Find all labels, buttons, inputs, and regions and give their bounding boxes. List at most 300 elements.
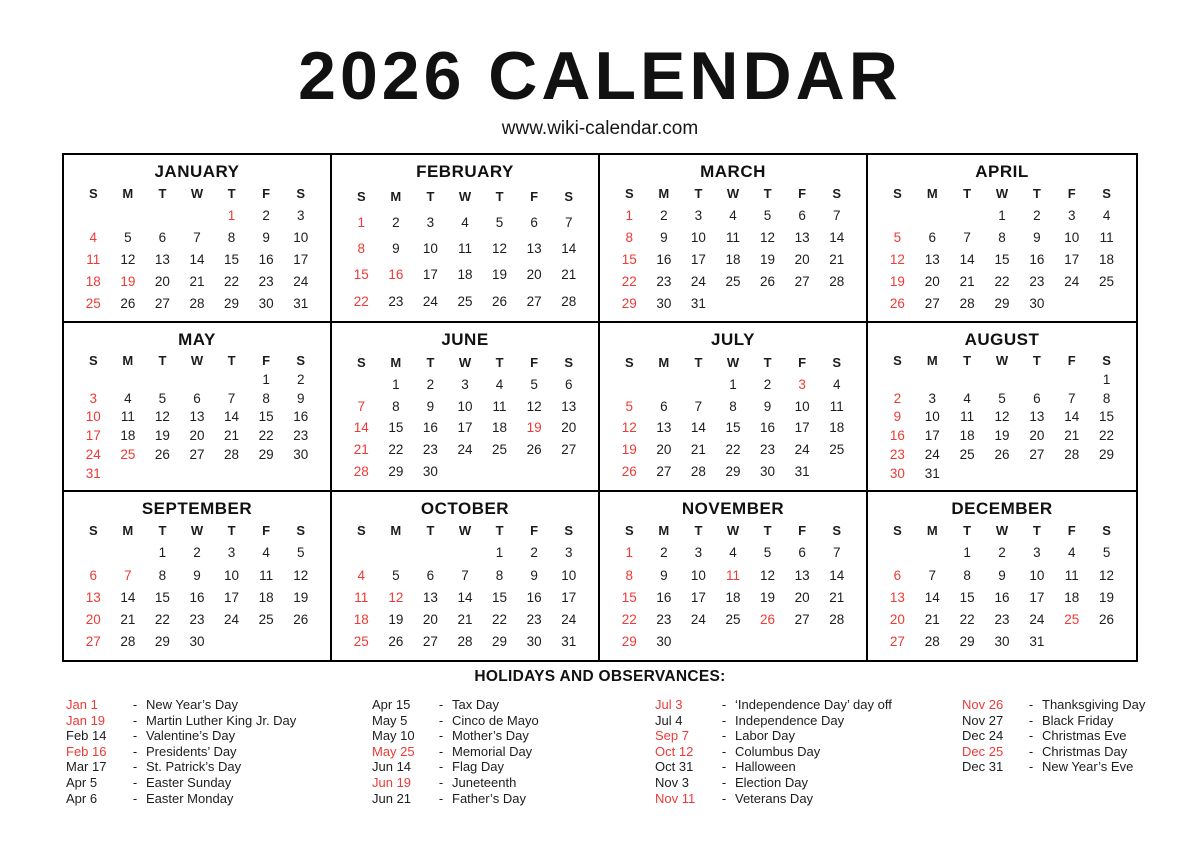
date-cell: 22 [492,612,508,628]
month-title: MARCH [700,162,766,181]
page-title: 2026 CALENDAR [298,38,902,114]
date-cell: 16 [656,252,672,268]
weekday-header: S [832,354,842,370]
date-cell: 30 [994,634,1010,650]
weekday-header: T [1032,353,1041,369]
date-cell: 20 [422,612,438,628]
holiday-dash: - [1028,728,1034,744]
date-cell: 6 [564,376,573,392]
weekday-header: S [624,354,634,370]
date-cell: 14 [189,252,205,268]
date-cell: 19 [760,589,776,605]
date-cell: 12 [1099,567,1115,583]
date-cell: 17 [85,428,101,444]
weekday-header: T [694,354,703,370]
weekday-header: W [458,523,472,539]
date-cell: 7 [564,214,573,230]
weekday-header: M [658,354,670,370]
date-cell: 2 [998,545,1006,561]
holiday-name: Flag Day [452,759,505,775]
date-cell: 11 [492,398,507,414]
date-cell: 12 [760,567,776,583]
date-cell: 2 [893,390,902,406]
date-cell: 25 [1099,273,1115,289]
date-cell: 27 [889,634,905,650]
holiday-date: Dec 24 [962,728,1004,744]
weekday-header: M [658,186,670,202]
weekday-header: S [1102,523,1111,539]
date-cell: 4 [495,376,504,392]
month-december [868,492,1136,660]
date-cell: 25 [457,293,473,309]
holiday-row [655,713,962,729]
date-cell: 29 [388,464,404,480]
date-cell: 26 [760,612,776,628]
weekday-header: T [227,523,236,539]
date-cell: 4 [729,208,737,224]
month-september [64,492,332,660]
holiday-dash: - [721,774,727,790]
date-cell: 19 [154,428,170,444]
date-cell: 3 [426,214,435,230]
date-cell: 30 [889,465,905,481]
date-cell: 10 [1029,567,1045,583]
month-table [612,183,854,314]
date-cell: 29 [224,295,240,311]
date-cell: 21 [829,589,845,605]
date-cell: 14 [924,589,940,605]
holiday-dash: - [438,790,444,806]
holiday-name: Cinco de Mayo [452,712,539,728]
date-cell: 17 [1029,589,1045,605]
month-table [76,183,318,314]
date-cell: 13 [889,589,905,605]
date-cell: 17 [293,252,309,268]
date-cell: 25 [959,447,975,462]
date-cell: 9 [530,567,538,583]
date-cell: 19 [889,273,905,289]
date-cell: 2 [530,545,538,561]
date-cell: 22 [154,612,170,628]
date-cell: 28 [189,295,205,311]
holiday-date: Dec 25 [962,743,1004,759]
weekday-header: T [963,353,972,369]
date-cell: 22 [258,428,274,444]
holiday-dash: - [721,790,727,806]
date-cell: 8 [729,398,737,414]
date-cell: 1 [495,545,504,561]
date-cell: 1 [158,545,167,561]
date-cell: 28 [959,295,975,311]
date-cell: 10 [1064,230,1080,246]
date-cell: 15 [353,267,369,283]
date-cell: 12 [120,252,136,268]
date-cell: 2 [193,545,201,561]
holiday-dash: - [721,759,727,775]
month-title: JULY [711,330,755,350]
date-cell: 1 [998,208,1006,224]
date-cell: 27 [526,293,542,309]
holiday-date: Oct 12 [655,743,694,759]
holiday-row [372,713,655,729]
months-grid [62,153,1138,662]
date-cell: 5 [495,214,504,230]
weekday-header: M [658,523,670,539]
date-cell: 9 [392,241,400,257]
date-cell: 19 [994,428,1010,444]
weekday-header: M [122,523,134,539]
date-cell: 14 [690,420,706,436]
date-cell: 15 [994,252,1010,268]
date-cell: 9 [262,230,270,246]
date-cell: 22 [224,273,240,289]
weekday-header: S [832,523,842,539]
holiday-row [372,728,655,744]
holiday-name: Black Friday [1042,712,1114,728]
holiday-dash: - [132,774,138,790]
holiday-row [655,744,962,760]
date-cell: 21 [924,612,940,628]
date-cell: 24 [794,442,810,458]
date-cell: 24 [1029,612,1045,628]
weekday-header: M [926,523,938,539]
weekday-header: F [798,354,807,370]
holidays-section [0,668,1200,806]
date-cell: 20 [794,252,810,268]
date-cell: 20 [924,273,940,289]
date-cell: 14 [224,409,240,425]
date-cell: 19 [388,612,404,628]
date-cell: 29 [621,634,637,650]
holiday-dash: - [438,743,444,759]
holiday-row [655,697,962,713]
weekday-header: T [763,186,772,202]
holiday-date: Feb 16 [66,743,107,759]
date-cell: 13 [924,252,940,268]
date-cell: 11 [725,567,740,583]
date-cell: 3 [1033,545,1041,561]
weekday-header: T [227,186,236,202]
holiday-column [372,697,655,806]
weekday-header: W [458,188,472,204]
weekday-header: F [1067,353,1076,369]
date-cell: 18 [457,267,473,283]
date-cell: 9 [660,567,668,583]
month-table [612,351,854,482]
date-cell: 20 [794,589,810,605]
month-title: AUGUST [964,330,1040,350]
holiday-name: Martin Luther King Jr. Day [146,712,297,728]
date-cell: 12 [526,398,542,414]
date-cell: 17 [690,589,706,605]
holiday-date: Nov 11 [655,790,696,806]
date-cell: 26 [621,464,637,480]
date-cell: 27 [189,447,205,462]
month-august [868,323,1136,491]
date-cell: 7 [832,545,841,561]
date-cell: 2 [1033,208,1041,224]
month-table [76,351,318,482]
date-cell: 21 [189,273,205,289]
holiday-dash: - [1028,712,1034,728]
date-cell: 2 [660,208,668,224]
holiday-row [66,759,372,775]
date-cell: 3 [564,545,573,561]
date-cell: 26 [293,612,309,628]
date-cell: 28 [1064,447,1080,462]
date-cell: 23 [526,612,542,628]
date-cell: 16 [656,589,672,605]
date-cell: 21 [120,612,136,628]
holiday-date: Nov 26 [962,697,1004,712]
weekday-header: M [390,188,402,204]
date-cell: 10 [561,567,577,583]
holiday-row [372,697,655,713]
weekday-header: M [926,186,938,202]
date-cell: 26 [889,295,905,311]
date-cell: 24 [1064,273,1080,289]
date-cell: 25 [829,442,845,458]
holiday-date: Jun 19 [372,774,412,790]
date-cell: 5 [392,567,400,583]
weekday-header: S [1102,186,1111,202]
date-cell: 6 [798,545,806,561]
date-cell: 17 [794,420,810,436]
date-cell: 3 [461,376,469,392]
holiday-name: New Year’s Eve [1042,759,1134,775]
weekday-header: F [530,523,539,539]
date-cell: 27 [1029,447,1045,462]
weekday-header: W [995,353,1009,369]
date-cell: 26 [760,273,776,289]
date-cell: 17 [924,428,940,444]
month-title: DECEMBER [951,498,1053,518]
date-cell: 12 [492,241,508,257]
date-cell: 22 [959,612,975,628]
date-cell: 21 [224,428,240,444]
date-cell: 8 [998,230,1006,246]
date-cell: 16 [189,589,205,605]
month-title: JUNE [441,330,489,350]
date-cell: 18 [258,589,274,605]
date-cell: 11 [354,589,369,605]
holiday-date: Nov 3 [655,774,689,790]
weekday-header: S [564,188,574,204]
date-cell: 21 [959,273,975,289]
holiday-row [66,728,372,744]
date-cell: 24 [457,442,473,458]
holiday-row [372,791,655,807]
month-april [868,155,1136,323]
date-cell: 14 [829,230,845,246]
date-cell: 18 [353,612,369,628]
date-cell: 25 [725,612,741,628]
date-cell: 20 [561,420,577,436]
holiday-date: Apr 5 [66,774,98,790]
holiday-name: Christmas Eve [1042,728,1127,744]
date-cell: 4 [89,230,98,246]
date-cell: 1 [625,545,634,561]
date-cell: 22 [621,612,637,628]
weekday-header: S [356,188,366,204]
weekday-header: S [356,523,366,539]
date-cell: 4 [729,545,737,561]
date-cell: 1 [262,371,270,387]
date-cell: 9 [660,230,668,246]
holiday-date: Jul 4 [655,712,683,728]
date-cell: 29 [959,634,975,650]
date-cell: 6 [660,398,668,414]
date-cell: 28 [690,464,706,480]
date-cell: 8 [625,567,634,583]
weekday-header: S [832,186,842,202]
date-cell: 12 [293,567,309,583]
holiday-row [66,697,372,713]
date-cell: 30 [189,634,205,650]
weekday-header: W [726,186,740,202]
holiday-name: Thanksgiving Day [1042,697,1146,712]
date-cell: 23 [656,612,672,628]
weekday-header: S [88,186,98,202]
weekday-header: S [296,186,306,202]
holiday-dash: - [438,697,444,712]
date-cell: 30 [258,295,274,311]
date-cell: 6 [89,567,98,583]
date-cell: 15 [388,420,404,436]
holiday-dash: - [132,712,138,728]
month-table [612,520,854,653]
date-cell: 8 [625,230,634,246]
holiday-name: Juneteenth [452,774,517,790]
weekday-header: S [88,523,98,539]
date-cell: 18 [85,273,101,289]
date-cell: 16 [760,420,776,436]
website-url: www.wiki-calendar.com [501,118,699,139]
date-cell: 8 [392,398,400,414]
holiday-row [66,713,372,729]
date-cell: 12 [889,252,905,268]
date-cell: 1 [227,208,236,224]
date-cell: 15 [725,420,741,436]
date-cell: 26 [120,295,136,311]
date-cell: 6 [193,390,201,406]
holiday-column [655,697,962,806]
date-cell: 21 [561,267,577,283]
date-cell: 20 [889,612,905,628]
holiday-name: Columbus Day [735,743,821,759]
month-title: OCTOBER [420,498,510,518]
date-cell: 13 [656,420,672,436]
holiday-name: Mother’s Day [452,728,529,744]
holiday-dash: - [1028,759,1034,775]
date-cell: 8 [1102,390,1111,406]
date-cell: 28 [829,273,845,289]
date-cell: 26 [154,447,170,462]
date-cell: 12 [760,230,776,246]
month-table [880,351,1124,482]
date-cell: 24 [924,447,940,462]
date-cell: 5 [893,230,902,246]
weekday-header: F [530,354,539,370]
date-cell: 27 [924,295,940,311]
date-cell: 12 [154,409,170,425]
date-cell: 13 [189,409,205,425]
date-cell: 14 [1064,409,1080,425]
date-cell: 17 [561,589,577,605]
date-cell: 9 [998,567,1006,583]
date-cell: 28 [561,293,577,309]
holiday-dash: - [721,712,727,728]
date-cell: 19 [492,267,508,283]
holiday-row [372,744,655,760]
date-cell: 14 [457,589,473,605]
date-cell: 5 [763,545,772,561]
date-cell: 9 [893,409,902,425]
holiday-dash: - [721,697,727,712]
date-cell: 13 [1029,409,1045,425]
holiday-dash: - [1028,743,1034,759]
date-cell: 1 [1102,371,1111,387]
date-cell: 30 [1029,295,1045,311]
date-cell: 8 [158,567,167,583]
date-cell: 5 [296,545,305,561]
month-january [64,155,332,323]
weekday-header: M [390,523,402,539]
date-cell: 8 [495,567,504,583]
date-cell: 5 [625,398,634,414]
date-cell: 13 [526,241,542,257]
holiday-row [655,775,962,791]
date-cell: 30 [656,295,672,311]
date-cell: 28 [353,464,369,480]
holiday-name: Tax Day [452,697,499,712]
holiday-name: Labor Day [735,728,795,744]
date-cell: 26 [1099,612,1115,628]
month-february [332,155,600,323]
date-cell: 7 [694,398,703,414]
holiday-dash: - [132,743,138,759]
date-cell: 4 [1102,208,1111,224]
weekday-header: W [190,353,204,369]
date-cell: 8 [963,567,971,583]
date-cell: 6 [530,214,538,230]
holiday-row [66,775,372,791]
date-cell: 16 [1029,252,1045,268]
date-cell: 1 [357,214,366,230]
date-cell: 7 [193,230,201,246]
date-cell: 31 [794,464,810,480]
date-cell: 11 [1099,230,1114,246]
holiday-dash: - [1028,697,1034,712]
date-cell: 25 [258,612,274,628]
date-cell: 9 [193,567,201,583]
holiday-name: Veterans Day [735,790,814,806]
weekday-header: W [190,186,204,202]
date-cell: 9 [296,390,305,406]
date-cell: 21 [1064,428,1080,444]
date-cell: 20 [189,428,205,444]
date-cell: 13 [794,230,810,246]
weekday-header: S [624,523,634,539]
holiday-date: Apr 6 [66,790,98,806]
date-cell: 5 [124,230,132,246]
holiday-date: May 10 [372,728,415,744]
date-cell: 11 [86,252,101,268]
date-cell: 26 [492,293,508,309]
date-cell: 29 [994,295,1010,311]
weekday-header: T [495,354,504,370]
date-cell: 1 [392,376,400,392]
